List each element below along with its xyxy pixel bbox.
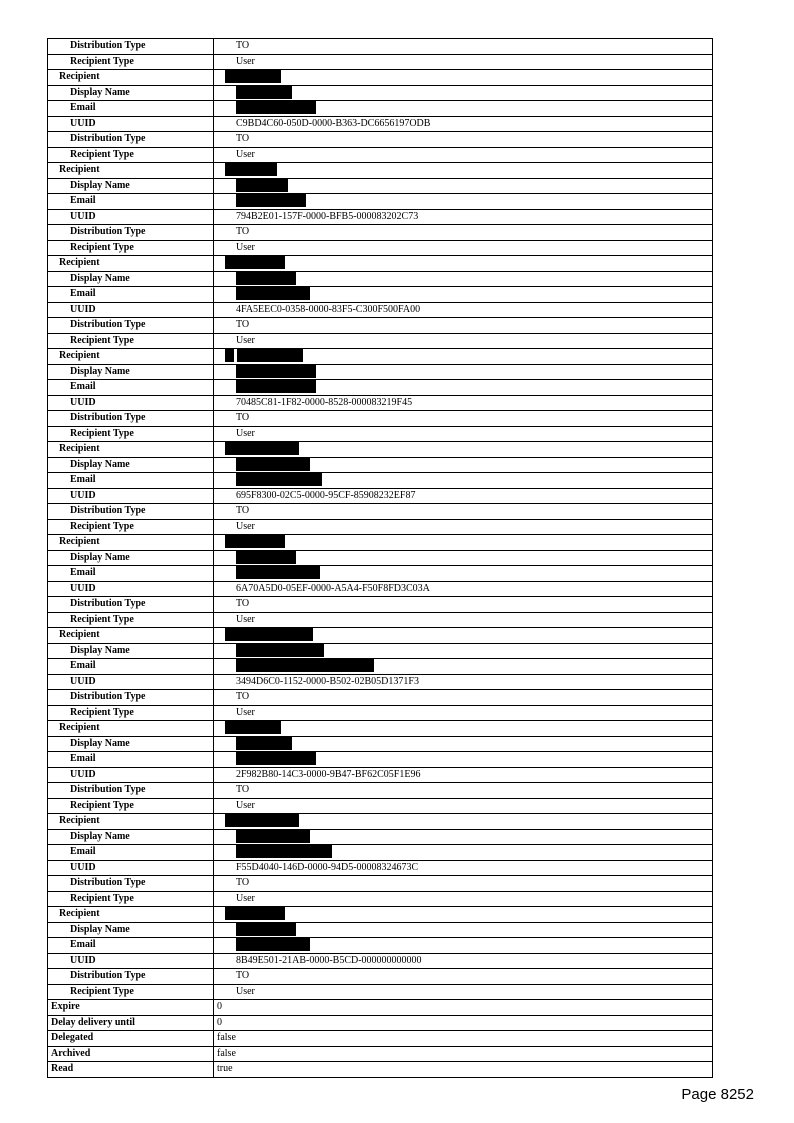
field-label: Expire: [48, 1000, 214, 1016]
field-label: Recipient: [48, 256, 214, 272]
message-properties-table: [47, 38, 713, 1078]
table-row: [48, 240, 713, 256]
table-row: [48, 643, 713, 659]
table-row: [48, 101, 713, 117]
field-value: User: [214, 798, 713, 814]
table-row: [48, 519, 713, 535]
table-row: [48, 1000, 713, 1016]
field-value: false: [214, 1031, 713, 1047]
field-value: C9BD4C60-050D-0000-B363-DC6656197ODB: [214, 116, 713, 132]
field-label: Distribution Type: [48, 411, 214, 427]
field-label: Display Name: [48, 178, 214, 194]
field-value: TO: [214, 876, 713, 892]
field-label: Email: [48, 938, 214, 954]
redacted-value: [214, 101, 713, 117]
redaction-block: [236, 473, 322, 486]
field-value: TO: [214, 411, 713, 427]
table-row: [48, 488, 713, 504]
field-label: Delay delivery until: [48, 1015, 214, 1031]
table-row: [48, 674, 713, 690]
field-value: 70485C81-1F82-0000-8528-000083219F45: [214, 395, 713, 411]
redacted-value: [214, 736, 713, 752]
redaction-block: [237, 349, 303, 362]
table-row: [48, 783, 713, 799]
field-label: Recipient Type: [48, 426, 214, 442]
redaction-block: [236, 179, 288, 192]
redacted-value: [214, 829, 713, 845]
table-row: [48, 473, 713, 489]
field-label: Recipient: [48, 721, 214, 737]
table-row: [48, 442, 713, 458]
table-row: [48, 209, 713, 225]
field-label: Recipient Type: [48, 612, 214, 628]
table-row: [48, 1031, 713, 1047]
table-row: [48, 907, 713, 923]
table-row: [48, 302, 713, 318]
redacted-value: [214, 380, 713, 396]
field-label: Recipient: [48, 535, 214, 551]
field-value: User: [214, 519, 713, 535]
table-row: [48, 814, 713, 830]
redaction-block: [225, 628, 313, 641]
field-label: Email: [48, 473, 214, 489]
field-label: Email: [48, 194, 214, 210]
field-value: 2F982B80-14C3-0000-9B47-BF62C05F1E96: [214, 767, 713, 783]
field-value: 8B49E501-21AB-0000-B5CD-000000000000: [214, 953, 713, 969]
redaction-block: [236, 551, 296, 564]
table-row: [48, 380, 713, 396]
table-row: [48, 721, 713, 737]
field-value: 6A70A5D0-05EF-0000-A5A4-F50F8FD3C03A: [214, 581, 713, 597]
field-label: Distribution Type: [48, 132, 214, 148]
table-row: [48, 938, 713, 954]
table-row: [48, 1062, 713, 1078]
redacted-value: [214, 271, 713, 287]
field-value: TO: [214, 597, 713, 613]
field-label: Display Name: [48, 364, 214, 380]
redacted-value: [214, 721, 713, 737]
table-row: [48, 690, 713, 706]
redaction-block: [236, 644, 324, 657]
table-row: [48, 566, 713, 582]
field-label: Archived: [48, 1046, 214, 1062]
field-label: Distribution Type: [48, 225, 214, 241]
field-value: TO: [214, 969, 713, 985]
redacted-value: [214, 938, 713, 954]
table-row: [48, 85, 713, 101]
table-row: [48, 752, 713, 768]
table-row: [48, 225, 713, 241]
redaction-block: [225, 535, 285, 548]
table-row: [48, 922, 713, 938]
table-row: [48, 798, 713, 814]
field-label: UUID: [48, 488, 214, 504]
redacted-value: [214, 814, 713, 830]
field-label: Recipient: [48, 628, 214, 644]
redacted-value: [214, 457, 713, 473]
redaction-block: [225, 256, 285, 269]
table-row: [48, 271, 713, 287]
field-value: 794B2E01-157F-0000-BFB5-000083202C73: [214, 209, 713, 225]
redacted-value: [214, 364, 713, 380]
field-label: Recipient Type: [48, 705, 214, 721]
field-label: UUID: [48, 581, 214, 597]
table-row: [48, 411, 713, 427]
redaction-block: [236, 86, 292, 99]
redacted-value: [214, 194, 713, 210]
field-label: Email: [48, 752, 214, 768]
field-label: Display Name: [48, 922, 214, 938]
field-label: Display Name: [48, 271, 214, 287]
redaction-block: [225, 721, 281, 734]
redaction-block: [225, 349, 234, 362]
field-label: Recipient: [48, 163, 214, 179]
table-row: [48, 612, 713, 628]
field-label: Recipient Type: [48, 333, 214, 349]
field-label: Email: [48, 566, 214, 582]
field-label: Distribution Type: [48, 597, 214, 613]
redacted-value: [214, 922, 713, 938]
table-row: [48, 457, 713, 473]
field-label: Distribution Type: [48, 504, 214, 520]
table-row: [48, 860, 713, 876]
field-label: Distribution Type: [48, 318, 214, 334]
field-label: Distribution Type: [48, 876, 214, 892]
table-row: [48, 1015, 713, 1031]
field-value: 4FA5EEC0-0358-0000-83F5-C300F500FA00: [214, 302, 713, 318]
field-label: Distribution Type: [48, 783, 214, 799]
field-label: UUID: [48, 116, 214, 132]
redaction-block: [236, 101, 316, 114]
table-row: [48, 953, 713, 969]
redaction-block: [225, 163, 277, 176]
field-value: User: [214, 426, 713, 442]
field-label: Delegated: [48, 1031, 214, 1047]
field-value: TO: [214, 504, 713, 520]
table-row: [48, 969, 713, 985]
field-label: UUID: [48, 674, 214, 690]
field-label: UUID: [48, 209, 214, 225]
redaction-block: [236, 458, 310, 471]
redaction-block: [236, 566, 320, 579]
field-value: TO: [214, 690, 713, 706]
table-row: [48, 163, 713, 179]
field-label: Display Name: [48, 736, 214, 752]
table-row: [48, 550, 713, 566]
field-label: Display Name: [48, 550, 214, 566]
table-row: [48, 581, 713, 597]
redaction-block: [225, 70, 281, 83]
redacted-value: [214, 256, 713, 272]
redacted-value: [214, 845, 713, 861]
table-row: [48, 194, 713, 210]
table-row: [48, 132, 713, 148]
field-value: User: [214, 54, 713, 70]
field-value: TO: [214, 132, 713, 148]
table-row: [48, 597, 713, 613]
field-value: TO: [214, 225, 713, 241]
redacted-value: [214, 659, 713, 675]
table-row: [48, 891, 713, 907]
field-value: true: [214, 1062, 713, 1078]
field-value: 0: [214, 1015, 713, 1031]
redacted-value: [214, 907, 713, 923]
field-label: Display Name: [48, 457, 214, 473]
redaction-block: [236, 194, 306, 207]
redacted-value: [214, 752, 713, 768]
field-label: Display Name: [48, 85, 214, 101]
redaction-block: [225, 907, 285, 920]
redacted-value: [214, 535, 713, 551]
field-label: Email: [48, 101, 214, 117]
field-label: Recipient Type: [48, 798, 214, 814]
table-row: [48, 535, 713, 551]
table-row: [48, 504, 713, 520]
table-row: [48, 984, 713, 1000]
field-value: 0: [214, 1000, 713, 1016]
table-row: [48, 829, 713, 845]
field-label: Recipient: [48, 442, 214, 458]
table-row: [48, 767, 713, 783]
field-value: 695F8300-02C5-0000-95CF-85908232EF87: [214, 488, 713, 504]
field-label: Read: [48, 1062, 214, 1078]
field-label: UUID: [48, 953, 214, 969]
redacted-value: [214, 349, 713, 365]
redaction-block: [236, 845, 332, 858]
field-value: TO: [214, 318, 713, 334]
field-label: Recipient: [48, 907, 214, 923]
redacted-value: [214, 473, 713, 489]
field-value: User: [214, 240, 713, 256]
field-value: TO: [214, 39, 713, 55]
field-label: Email: [48, 287, 214, 303]
table-row: [48, 256, 713, 272]
field-label: Distribution Type: [48, 39, 214, 55]
field-label: UUID: [48, 302, 214, 318]
field-value: User: [214, 612, 713, 628]
table-row: [48, 736, 713, 752]
table-row: [48, 845, 713, 861]
redacted-value: [214, 85, 713, 101]
redaction-block: [236, 272, 296, 285]
table-row: [48, 426, 713, 442]
field-value: User: [214, 705, 713, 721]
field-label: Recipient Type: [48, 519, 214, 535]
redacted-value: [214, 70, 713, 86]
table-row: [48, 116, 713, 132]
table-body: [48, 39, 713, 1078]
field-value: TO: [214, 783, 713, 799]
table-row: [48, 395, 713, 411]
field-value: User: [214, 147, 713, 163]
field-label: Distribution Type: [48, 969, 214, 985]
field-value: User: [214, 891, 713, 907]
redaction-block: [236, 752, 316, 765]
field-label: Recipient: [48, 814, 214, 830]
table-row: [48, 318, 713, 334]
redaction-block: [236, 365, 316, 378]
field-label: Email: [48, 845, 214, 861]
redaction-block: [236, 938, 310, 951]
redaction-block: [236, 830, 310, 843]
field-value: User: [214, 984, 713, 1000]
table-row: [48, 147, 713, 163]
redacted-value: [214, 442, 713, 458]
table-row: [48, 349, 713, 365]
page-number: Page 8252: [681, 1086, 754, 1103]
table-row: [48, 54, 713, 70]
table-row: [48, 70, 713, 86]
redacted-value: [214, 163, 713, 179]
field-label: UUID: [48, 395, 214, 411]
table-row: [48, 876, 713, 892]
table-row: [48, 659, 713, 675]
field-label: UUID: [48, 860, 214, 876]
field-value: 3494D6C0-1152-0000-B502-02B05D1371F3: [214, 674, 713, 690]
table-row: [48, 364, 713, 380]
field-label: Display Name: [48, 829, 214, 845]
redaction-block: [236, 287, 310, 300]
table-row: [48, 39, 713, 55]
table-row: [48, 1046, 713, 1062]
field-value: false: [214, 1046, 713, 1062]
redacted-value: [214, 550, 713, 566]
redacted-value: [214, 628, 713, 644]
field-value: F55D4040-146D-0000-94D5-00008324673C: [214, 860, 713, 876]
table-row: [48, 628, 713, 644]
table-row: [48, 178, 713, 194]
field-label: UUID: [48, 767, 214, 783]
redaction-block: [225, 442, 299, 455]
redaction-block: [225, 814, 299, 827]
field-label: Recipient Type: [48, 984, 214, 1000]
redaction-block: [236, 659, 374, 672]
redaction-block: [236, 737, 292, 750]
field-label: Recipient: [48, 349, 214, 365]
field-label: Recipient: [48, 70, 214, 86]
field-label: Recipient Type: [48, 147, 214, 163]
field-label: Distribution Type: [48, 690, 214, 706]
table-row: [48, 333, 713, 349]
redaction-block: [236, 923, 296, 936]
redacted-value: [214, 287, 713, 303]
field-label: Email: [48, 659, 214, 675]
table-row: [48, 287, 713, 303]
redacted-value: [214, 178, 713, 194]
redacted-value: [214, 643, 713, 659]
redaction-block: [236, 380, 316, 393]
redacted-value: [214, 566, 713, 582]
field-label: Display Name: [48, 643, 214, 659]
field-label: Recipient Type: [48, 891, 214, 907]
field-label: Email: [48, 380, 214, 396]
field-label: Recipient Type: [48, 240, 214, 256]
table-row: [48, 705, 713, 721]
field-value: User: [214, 333, 713, 349]
field-label: Recipient Type: [48, 54, 214, 70]
